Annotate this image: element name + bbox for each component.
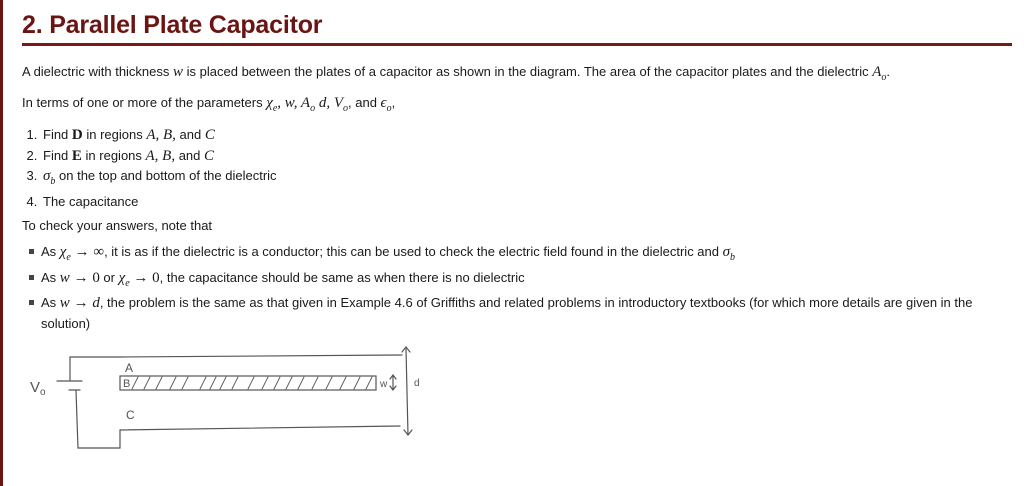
math-eps <box>380 95 392 114</box>
math-sub: b <box>50 176 56 187</box>
d-label: d <box>414 378 420 389</box>
list-item <box>41 192 1012 212</box>
math-sigma-b <box>43 168 56 187</box>
bullet-icon <box>29 275 34 280</box>
math-sub: o <box>310 103 316 114</box>
task-text: and <box>175 127 205 142</box>
dielectric-hatching <box>132 377 372 389</box>
math-sigma: σ <box>43 168 51 184</box>
math-region-c: C <box>204 127 215 143</box>
math-sub: e <box>272 103 278 114</box>
bullet-text: , it is as if the dielectric is a conductor; this can be used to check the electric field found in the dielectric and <box>104 244 723 259</box>
task-text: on the top and bottom of the dielectric <box>55 168 277 183</box>
intro-text: is placed between the plates of a capacitor as shown in the diagram. The area of the capacitor plates and the dielectric <box>183 64 873 79</box>
math-regions: A, B, <box>146 127 176 143</box>
math-expr <box>59 244 105 263</box>
list-item <box>41 146 1012 167</box>
math-sigma: σ <box>722 244 731 260</box>
intro-text: , <box>391 95 396 110</box>
bullet-icon <box>29 300 34 305</box>
left-border <box>0 0 3 486</box>
list-item <box>41 166 1012 192</box>
task-list <box>22 125 1012 211</box>
math-expr <box>60 270 100 286</box>
math-params-list: , w, A <box>277 95 311 111</box>
check-list <box>22 242 1012 333</box>
intro-text: A dielectric with thickness <box>22 64 174 79</box>
region-b-label: B <box>123 378 131 390</box>
bullet-icon <box>29 249 34 254</box>
math-sub: e <box>125 277 130 289</box>
math-sub: e <box>66 252 71 263</box>
title-divider <box>22 43 1012 46</box>
intro-line-1 <box>22 63 1012 87</box>
intro-text: , and <box>348 95 381 110</box>
math-regions: A, B, <box>145 147 176 164</box>
math-w: w <box>173 64 184 80</box>
dielectric-slab <box>120 376 376 390</box>
list-item <box>22 242 1012 268</box>
bottom-plate <box>120 426 400 430</box>
intro-text: In terms of one or more of the parameters <box>22 95 267 110</box>
bullet-text: , the problem is the same as that given in Example 4.6 of Griffiths and related problems in introductory textbooks (for which more details are given in the solution) <box>41 295 973 331</box>
section-title: 2. Parallel Plate Capacitor <box>22 11 323 39</box>
bullet-text: As <box>41 244 60 259</box>
math-expr <box>118 269 160 289</box>
math-area <box>872 64 887 83</box>
intro-text: . <box>886 64 890 79</box>
bullet-text: As <box>41 295 60 310</box>
math-w: w <box>59 269 70 286</box>
task-text: and <box>175 147 205 163</box>
math-area-sub: o <box>881 72 887 83</box>
math-epsilon: ϵ <box>380 95 387 111</box>
task-text: Find <box>43 147 72 163</box>
math-sigma-b <box>722 244 736 263</box>
check-heading: To check your answers, note that <box>22 218 213 233</box>
wire-top <box>70 357 120 380</box>
bullet-text: As <box>41 269 60 285</box>
math-sub: o <box>343 103 349 114</box>
region-a-label: A <box>125 361 134 375</box>
top-plate <box>120 355 402 357</box>
content <box>22 0 1012 333</box>
math-limit: → ∞ <box>70 244 105 260</box>
capacitor-diagram <box>22 322 442 462</box>
vector-e: E <box>71 147 82 164</box>
math-sub: b <box>730 252 736 263</box>
list-item <box>41 125 1012 146</box>
task-text: in regions <box>81 147 146 163</box>
voltage-label: $V_o$ <box>30 379 46 398</box>
math-w: w <box>59 295 70 311</box>
math-region-c: C <box>204 147 215 164</box>
math-limit: → 0 <box>129 269 160 286</box>
region-c-label: C <box>126 408 135 422</box>
math-area-symbol: A <box>872 64 882 80</box>
math-chi: χ <box>266 95 273 111</box>
intro-line-2 <box>22 94 1012 118</box>
d-dimension-line <box>406 349 408 435</box>
math-limit: → 0 <box>69 269 100 286</box>
bullet-text: or <box>99 269 119 285</box>
vector-d: D <box>71 127 83 143</box>
math-params <box>266 95 349 114</box>
wire-bottom <box>76 391 120 448</box>
math-sub: o <box>386 103 392 114</box>
task-text: The capacitance <box>43 193 139 209</box>
w-label: w <box>380 379 388 390</box>
math-params-list: d, V <box>315 95 344 111</box>
task-text: in regions <box>82 127 147 142</box>
task-text: Find <box>43 127 72 142</box>
list-item <box>22 268 1012 294</box>
math-chi: χ <box>59 244 67 260</box>
bullet-text: , the capacitance should be same as when there is no dielectric <box>159 269 525 285</box>
math-expr <box>60 295 100 311</box>
math-limit: → d <box>69 295 100 311</box>
math-chi: χ <box>118 269 126 286</box>
